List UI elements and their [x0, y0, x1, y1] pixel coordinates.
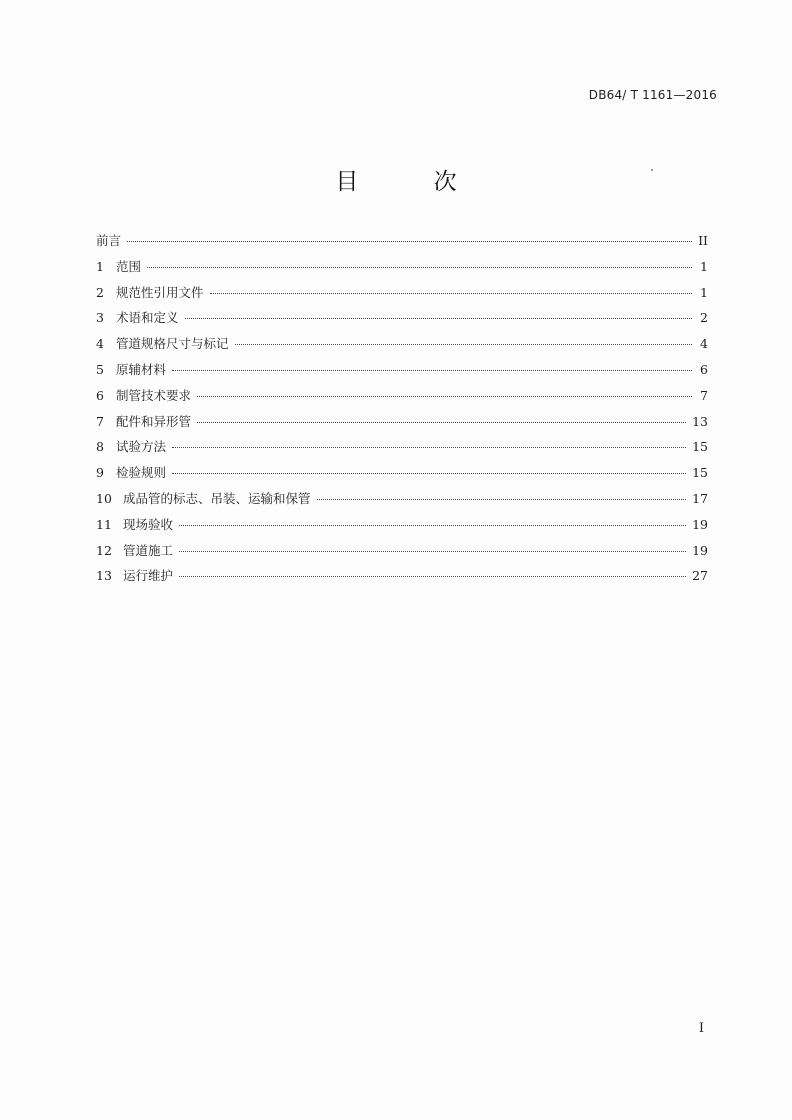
- page-title: 目 次: [335, 169, 491, 195]
- toc-entry-9[interactable]: [96, 463, 708, 489]
- toc-entry-number: 8: [96, 439, 104, 455]
- toc-entry-number: 9: [96, 465, 104, 481]
- toc-entry-label: 前言: [96, 233, 122, 248]
- toc-entry-number: 10: [96, 490, 112, 506]
- toc-entry-label: 规范性引用文件: [116, 284, 204, 300]
- toc-leader-dots: [127, 240, 692, 242]
- toc-entry-page: 15: [692, 439, 708, 455]
- toc-leader-dots: [179, 524, 686, 526]
- table-of-contents: [96, 231, 708, 592]
- toc-entry-number: 1: [96, 258, 104, 274]
- toc-entry-page: 4: [700, 336, 708, 352]
- toc-entry-page: 17: [692, 490, 708, 506]
- toc-leader-dots: [147, 266, 692, 268]
- toc-entry-11[interactable]: [96, 515, 708, 541]
- toc-entry-10[interactable]: [96, 489, 708, 515]
- toc-leader-dots: [185, 317, 692, 319]
- toc-entry-number: 4: [96, 336, 104, 352]
- document-code: DB64/ T 1161—2016: [588, 88, 717, 102]
- toc-entry-page: 13: [692, 413, 708, 429]
- toc-leader-dots: [172, 369, 692, 371]
- toc-entry-number: 6: [96, 387, 104, 403]
- toc-leader-dots: [317, 498, 687, 500]
- toc-entry-label: 术语和定义: [116, 310, 179, 326]
- toc-entry-number: 11: [96, 516, 112, 532]
- toc-entry-label: 范围: [116, 258, 142, 274]
- toc-entry-number: 12: [96, 542, 112, 558]
- toc-entry-page: 15: [692, 465, 708, 481]
- toc-entry-label: 配件和异形管: [116, 413, 192, 429]
- toc-entry-label: 成品管的标志、吊装、运输和保管: [123, 490, 311, 506]
- toc-entry-number: 7: [96, 413, 104, 429]
- toc-entry-page: 19: [692, 516, 708, 532]
- toc-entry-label: 试验方法: [116, 439, 167, 455]
- toc-entry-13[interactable]: [96, 566, 708, 592]
- toc-entry-page: 27: [692, 568, 708, 584]
- toc-entry-3[interactable]: [96, 308, 708, 334]
- toc-entry-5[interactable]: [96, 360, 708, 386]
- toc-leader-dots: [179, 550, 686, 552]
- toc-entry-page: 2: [700, 310, 708, 326]
- toc-entry-7[interactable]: [96, 412, 708, 438]
- toc-entry-2[interactable]: [96, 283, 708, 309]
- toc-entry-4[interactable]: [96, 334, 708, 360]
- toc-entry-label: 检验规则: [116, 465, 167, 481]
- toc-leader-dots: [172, 472, 686, 474]
- toc-entry-preface[interactable]: [96, 231, 708, 257]
- toc-entry-6[interactable]: [96, 386, 708, 412]
- toc-entry-label: 原辅材料: [116, 361, 167, 377]
- toc-entry-page: 6: [700, 361, 708, 377]
- toc-entry-label: 管道施工: [123, 542, 174, 558]
- toc-leader-dots: [179, 575, 686, 577]
- toc-entry-8[interactable]: [96, 437, 708, 463]
- toc-entry-page: II: [698, 233, 708, 248]
- toc-entry-label: 运行维护: [123, 568, 174, 584]
- page-number: I: [698, 1021, 704, 1036]
- toc-entry-label: 现场验收: [123, 516, 174, 532]
- toc-entry-page: 1: [700, 284, 708, 300]
- toc-leader-dots: [235, 343, 692, 345]
- toc-leader-dots: [197, 421, 686, 423]
- toc-entry-number: 5: [96, 361, 104, 377]
- toc-leader-dots: [172, 446, 686, 448]
- toc-leader-dots: [197, 395, 692, 397]
- toc-entry-page: 1: [700, 258, 708, 274]
- toc-entry-number: 13: [96, 568, 112, 584]
- toc-entry-1[interactable]: [96, 257, 708, 283]
- toc-entry-page: 7: [700, 387, 708, 403]
- toc-entry-number: 3: [96, 310, 104, 326]
- toc-entry-page: 19: [692, 542, 708, 558]
- toc-leader-dots: [210, 292, 692, 294]
- toc-entry-label: 管道规格尺寸与标记: [116, 336, 229, 352]
- toc-entry-label: 制管技术要求: [116, 387, 192, 403]
- toc-entry-number: 2: [96, 284, 104, 300]
- toc-entry-12[interactable]: [96, 541, 708, 567]
